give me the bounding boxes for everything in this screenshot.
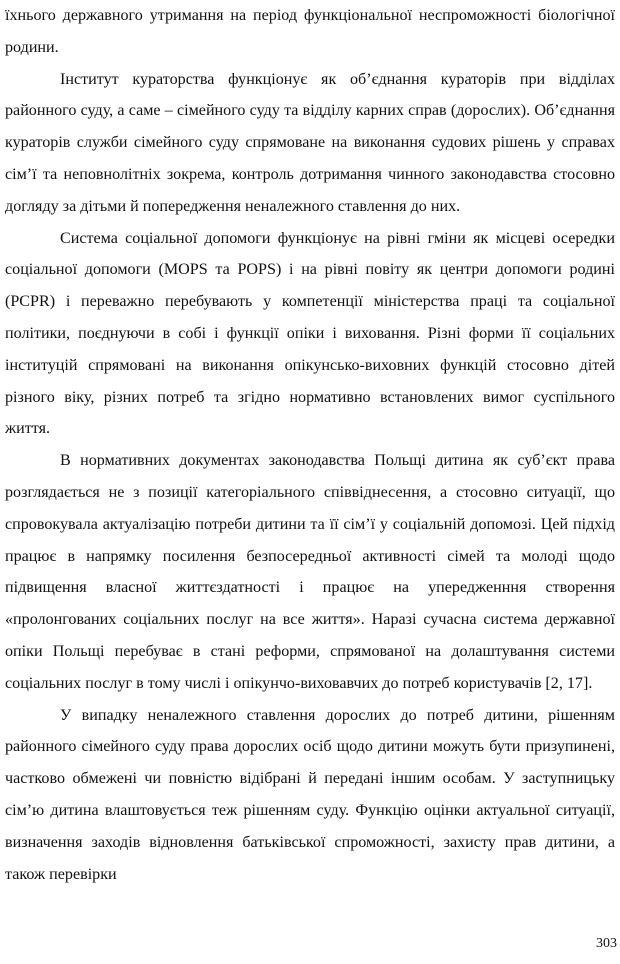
paragraph-4: В нормативних документах законодавства Польщі дитина як суб’єкт права розглядається не з позиції категоріального співвіднесення, а стосовно ситуації, що спровокувала актуалізацію потреби дитини та її сім’ї у соціальній допомозі. Цей підхід працює в напрямку посилення безпосередньої активності сімей та молоді щодо підвищення власної життєздатності і працює на упередженння створення «пролонгованих соціальних послуг на все життя». Наразі сучасна система державної опіки Польщі перебуває в стані реформи, спрямованої на долаштування системи соціальних послуг в тому числі і опікунчо-виховавчих до потреб користувачів [2, 17]. (5, 452, 615, 692)
body-text (5, 0, 615, 890)
paragraph-1: їхнього державного утримання на період функціональної неспроможності біологічної родини. (5, 7, 615, 56)
paragraph-5: У випадку неналежного ставлення дорослих до потреб дитини, рішенням районного сімейного суду права дорослих осіб щодо дитини можуть бути призупинені, частково обмежені чи повністю відібрані й передані іншим особам. У заступницьку сім’ю дитина влаштовується теж рішенням суду. Функцію оцінки актуальної ситуації, визначення заходів відновлення батьківської спроможності, захисту прав дитини, а також перевірки (5, 706, 615, 883)
document-page (5, 0, 617, 964)
paragraph-2: Інститут кураторства функціонує як об’єднання кураторів при відділах районного суду, а саме – сімейного суду та відділу карних справ (дорослих). Об’єднання кураторів служби сімейного суду спрямоване на виконання судових рішень у справах сім’ї та неповнолітніх зокрема, контроль дотримання чинного законодавства стосовно догляду за дітьми й попередження неналежного ставлення до них. (5, 70, 615, 215)
page-number: 303 (596, 936, 617, 951)
paragraph-3: Система соціальної допомоги функціонує на рівні гміни як місцеві осередки соціальної допомоги (MOPS та POPS) і на рівні повіту як центри допомоги родині (PCPR) і переважно перебувають у компетенції міністерства праці та соціальної політики, поєднуючи в собі і функції опіки і виховання. Різні форми її соціальних інституцій спрямовані на виконання опікунсько-виховних функцій стосовно дітей різного віку, різних потреб та згідно нормативно встановлених вимог суспільного життя. (5, 229, 615, 438)
